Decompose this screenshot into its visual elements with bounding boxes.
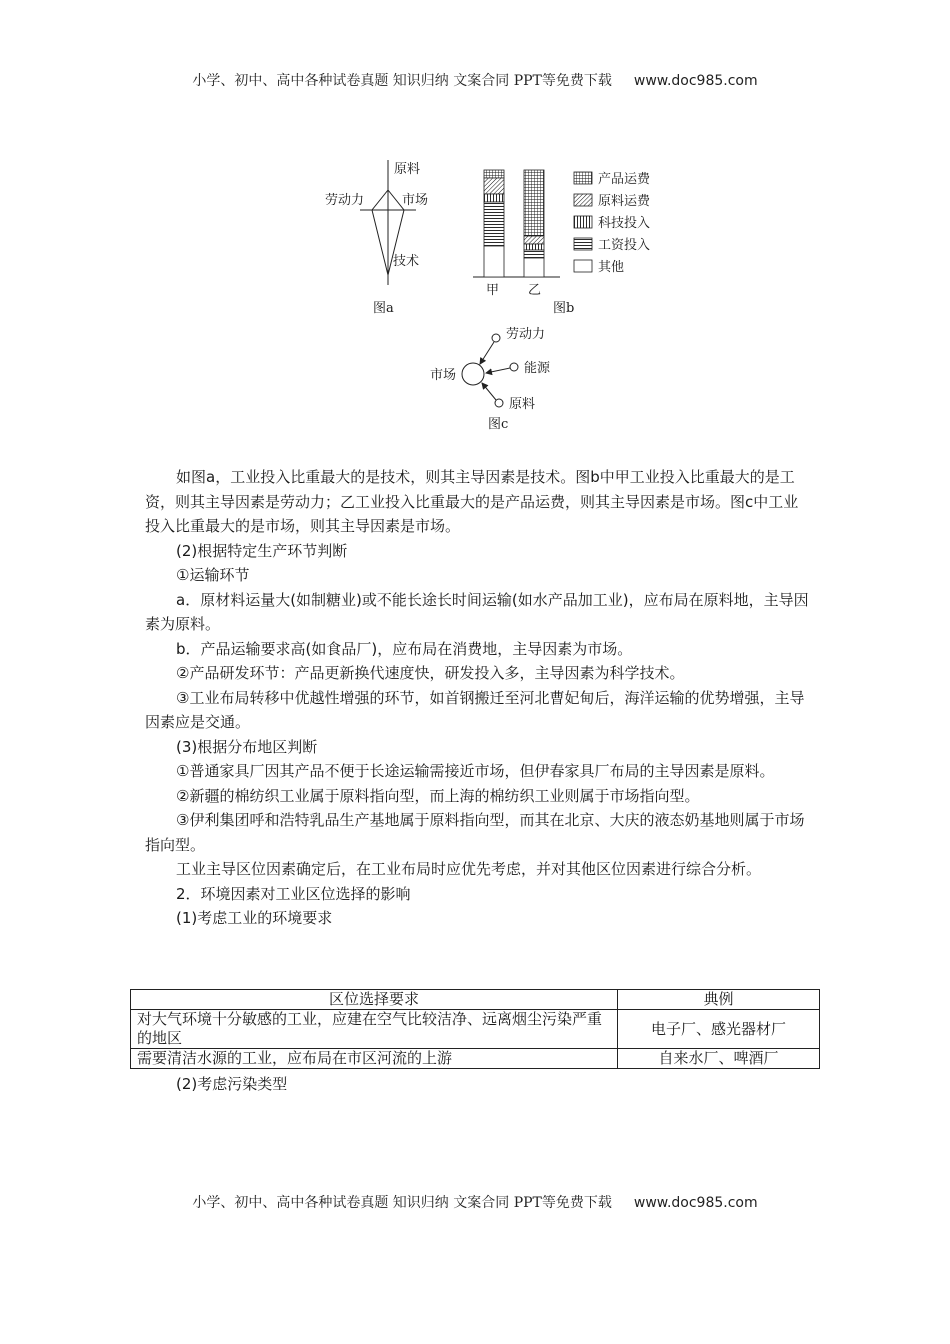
node-raw-material: 原料 [509,397,536,412]
labor-node [492,334,500,342]
label-labor: 劳动力 [325,193,365,208]
legend-raw-freight: 原料运费 [598,194,651,209]
figure-c-caption: 图c [488,417,509,432]
category-jia: 甲 [486,283,500,298]
subheading: (2)考虑污染类型 [176,1075,288,1093]
table-row [131,1010,820,1049]
page-footer [0,1192,950,1212]
legend-swatch-wage [574,238,592,250]
legend-wage: 工资投入 [598,238,651,253]
node-labor: 劳动力 [506,327,546,342]
paragraph: b．产品运输要求高(如食品厂)，应布局在消费地，主导因素为市场。 [176,639,633,658]
page-header [0,70,950,90]
bar-jia-tech [484,194,504,202]
center-market: 市场 [430,368,457,383]
bar-yi-tech [524,244,544,250]
subheading: (3)根据分布地区判断 [176,737,318,756]
paragraph: ①普通家具厂因其产品不便于长途运输需接近市场，但伊春家具厂布局的主导因素是原料。 [176,762,775,780]
bar-yi-wage [524,250,544,258]
header-text: 小学、初中、高中各种试卷真题 知识归纳 文案合同 PPT等免费下载 [192,73,612,89]
figure-a [320,155,440,320]
energy-node [510,363,518,371]
footer-text: 小学、初中、高中各种试卷真题 知识归纳 文案合同 PPT等免费下载 [192,1195,612,1211]
paragraph: ②新疆的棉纺织工业属于原料指向型，而上海的棉纺织工业则属于市场指向型。 [176,786,700,805]
table-cell: 自来水厂、啤酒厂 [618,1049,820,1069]
figure-b-caption: 图b [553,301,575,316]
node-energy: 能源 [524,361,551,376]
table-header: 典例 [618,990,820,1010]
subheading: ①运输环节 [176,566,250,584]
raw-material-arrow [482,383,496,400]
legend-other: 其他 [598,260,625,275]
bar-jia-other [484,246,504,277]
body-text [145,465,810,931]
bar-jia-wage [484,202,504,246]
section-heading: 2．环境因素对工业区位选择的影响 [176,884,411,903]
legend-swatch-raw-freight [574,194,592,206]
bar-yi-product-freight [524,170,544,236]
bar-yi-raw-freight [524,236,544,244]
table-header-row [131,990,820,1010]
table-header: 区位选择要求 [131,990,618,1010]
legend-product-freight: 产品运费 [598,172,651,187]
legend-tech: 科技投入 [598,216,651,231]
location-requirements-table [130,989,820,1069]
bar-jia-raw-freight [484,178,504,194]
paragraph: a．原材料运量大(如制糖业)或不能长途长时间运输(如水产品加工业)，应布局在原料地，主导因素为原料。 [145,590,809,633]
header-url[interactable]: www.doc985.com [633,73,758,89]
paragraph: ③伊利集团呼和浩特乳品生产基地属于原料指向型，而其在北京、大庆的液态奶基地则属于市场指向型。 [145,811,805,854]
figure-a-caption: 图a [373,301,394,316]
label-raw-material: 原料 [394,162,421,177]
table-row [131,1049,820,1069]
bar-yi-other [524,258,544,277]
table-cell: 需要清洁水源的工业，应布局在市区河流的上游 [131,1049,618,1069]
figure-b [468,160,668,320]
label-market: 市场 [402,193,429,208]
label-technology: 技术 [393,254,420,269]
table-cell: 电子厂、感光器材厂 [618,1010,820,1049]
table-cell: 对大气环境十分敏感的工业，应建在空气比较洁净、远离烟尘污染严重的地区 [131,1010,618,1049]
paragraph: 如图a，工业投入比重最大的是技术，则其主导因素是技术。图b中甲工业投入比重最大的是工资，则其主导因素是劳动力；乙工业投入比重最大的是产品运费，则其主导因素是市场。图c中工业投入比重最大的是市场，则其主导因素是市场。 [145,468,799,535]
legend-swatch-product-freight [574,172,592,184]
legend-swatch-other [574,260,592,272]
footer-url[interactable]: www.doc985.com [633,1195,758,1211]
legend-swatch-tech [574,216,592,228]
bar-yi [524,170,544,277]
subheading: (1)考虑工业的环境要求 [176,909,333,927]
subheading: (2)根据特定生产环节判断 [176,541,348,560]
paragraph: ②产品研发环节：产品更新换代速度快，研发投入多，主导因素为科学技术。 [176,664,685,682]
labor-arrow [480,342,494,364]
energy-arrow [486,368,510,373]
category-yi: 乙 [528,283,542,298]
bar-jia-product-freight [484,170,504,178]
raw-material-node [495,399,503,407]
paragraph: 工业主导区位因素确定后，在工业布局时应优先考虑，并对其他区位因素进行综合分析。 [176,860,762,878]
figure-c [420,322,570,437]
market-circle [462,363,484,385]
paragraph: ③工业布局转移中优越性增强的环节，如首钢搬迁至河北曹妃甸后，海洋运输的优势增强，主导因素应是交通。 [145,688,805,731]
legend [574,171,651,275]
bar-jia [484,170,504,277]
